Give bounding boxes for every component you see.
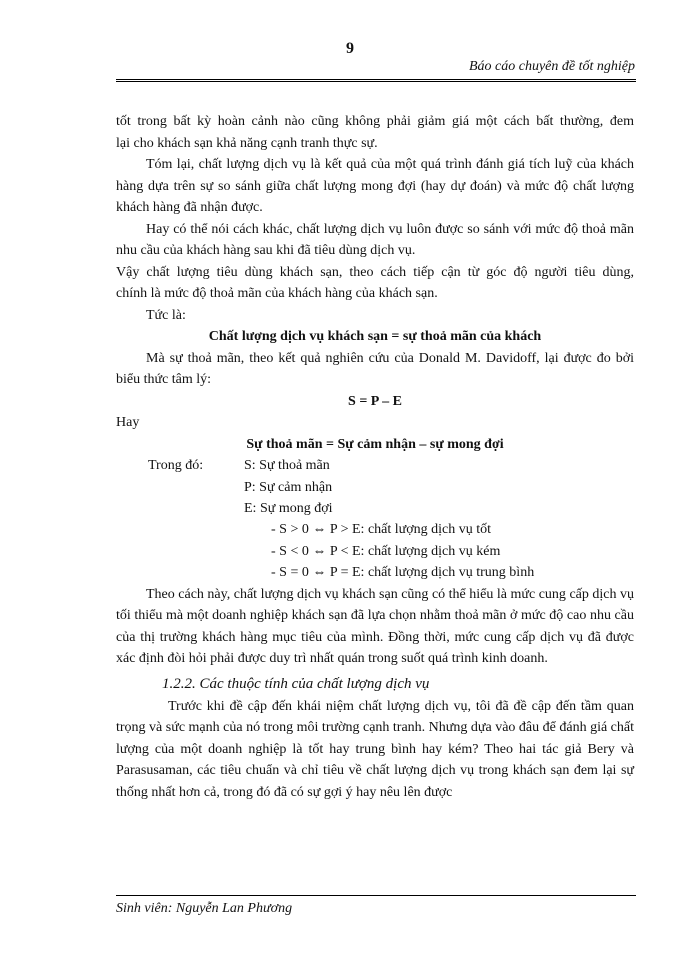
definition-e: E: Sự mong đợi: [244, 501, 333, 516]
definitions-label: Trong đó:: [148, 458, 204, 473]
formula-satisfaction: Sự thoả mãn = Sự cảm nhận – sự mong đợi: [246, 436, 504, 452]
paragraph-3: Hay có thể nói cách khác, chất lượng dịch vụ luôn được so sánh với mức độ thoả mãn nhu cầu của khách hàng sau khi đã tiêu dùng dịch vụ.: [116, 221, 634, 258]
paragraph-5: Tức là:: [146, 307, 186, 323]
body-text: [116, 111, 634, 803]
definition-s: S: Sự thoả mãn: [244, 458, 330, 473]
paragraph-7: Theo cách này, chất lượng dịch vụ khách sạn cũng có thể hiểu là mức cung cấp dịch vụ tối thiểu mà một doanh nghiệp khách sạn đã lựa chọn nhằm thoả mãn ở mức độ cao nhu cầu của thị trường khách hàng mục tiêu của mình. Đồng thời, mức cung cấp dịch vụ đã được xác định đòi hỏi phải được duy trì nhất quán trong suốt quá trình kinh doanh.: [116, 586, 634, 666]
paragraph-1-line-2: lại cho khách sạn khả năng cạnh tranh thực sự.: [116, 135, 378, 151]
footer-divider: [116, 895, 636, 896]
condition-average: - S = 0 ⇔ P = E: chất lượng dịch vụ trung bình: [271, 565, 535, 580]
condition-good: - S > 0 ⇔ P > E: chất lượng dịch vụ tốt: [271, 522, 492, 537]
definitions: [116, 455, 634, 541]
paragraph-8: Trước khi đề cập đến khái niệm chất lượng dịch vụ, tôi đã đề cập đến tầm quan trọng và sức mạnh của nó trong môi trường cạnh tranh. Nhưng dựa vào đâu để đánh giá chất lượng của một doanh nghiệp là tốt hay trung bình hay kém? Theo hai tác giả Bery và Parasusaman, các tiêu chuẩn và chỉ tiêu về chất lượng dịch vụ trong khách sạn đem lại sự thống nhất hơn cả, trong đó đã có sự gợi ý hay nêu lên được: [116, 698, 634, 800]
section-heading: 1.2.2. Các thuộc tính của chất lượng dịch vụ: [162, 675, 430, 692]
paragraph-1-line-1: tốt trong bất kỳ hoàn cảnh nào cũng không phải giảm giá một cách bất thường, đem: [116, 114, 634, 129]
paragraph-2: Tóm lại, chất lượng dịch vụ là kết quả của một quá trình đánh giá tích luỹ của khách hàng dựa trên sự so sánh giữa chất lượng mong đợi (hay dự đoán) và mức độ chất lượng khách hàng đã nhận được.: [116, 157, 634, 215]
formula-s-p-e: S = P – E: [348, 393, 402, 409]
footer-student: Sinh viên: Nguyễn Lan Phương: [116, 901, 293, 916]
condition-poor: - S < 0 ⇔ P < E: chất lượng dịch vụ kém: [271, 543, 501, 559]
header-title: Báo cáo chuyên đề tốt nghiệp: [468, 59, 635, 74]
hay-label: Hay: [116, 415, 140, 430]
definition-p: P: Sự cảm nhận: [244, 479, 333, 495]
page-number: 9: [346, 40, 354, 57]
paragraph-6: Mà sự thoả mãn, theo kết quả nghiên cứu của Donald M. Davidoff, lại được đo bởi biểu thức tâm lý:: [116, 350, 634, 387]
paragraph-4-line-1: Vậy chất lượng tiêu dùng khách sạn, theo cách tiếp cận từ góc độ người tiêu dùng,: [116, 264, 634, 280]
formula-quality: Chất lượng dịch vụ khách sạn = sự thoả mãn của khách: [208, 329, 542, 344]
header-divider: [116, 79, 636, 82]
paragraph-4-line-2: chính là mức độ thoả mãn của khách hàng của khách sạn.: [116, 286, 438, 301]
